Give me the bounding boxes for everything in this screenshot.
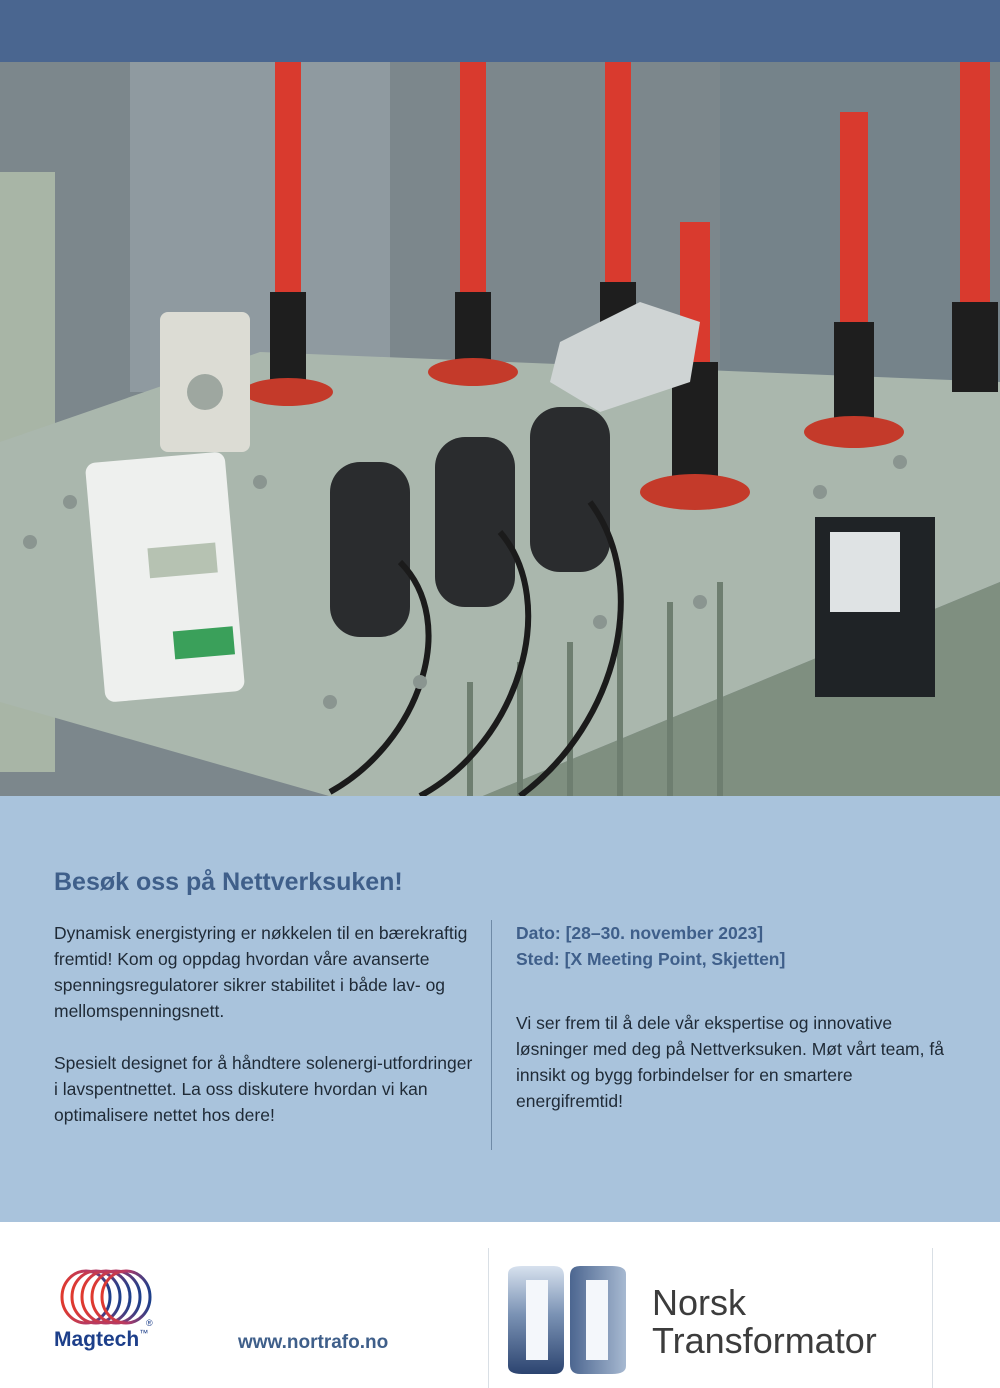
event-place: Sted: [X Meeting Point, Skjetten]: [516, 949, 786, 969]
right-column: [516, 920, 956, 1114]
footer: [0, 1222, 1000, 1388]
norsk-transformator-wordmark: [652, 1284, 877, 1360]
trademark-mark: ™: [139, 1328, 149, 1338]
left-column: [54, 920, 474, 1154]
magtech-logo-icon: [58, 1266, 158, 1328]
closing-paragraph: Vi ser frem til å dele vår ekspertise og innovative løsninger med deg på Nettverksuken. Møt vårt team, få innsikt og bygg forbindelser for en smartere energifremtid!: [516, 1013, 944, 1111]
top-banner: [0, 0, 1000, 62]
magtech-wordmark: [54, 1328, 148, 1352]
nt-line2: Transformator: [652, 1320, 877, 1361]
norsk-transformator-logo-icon: [498, 1260, 636, 1380]
nt-line1: Norsk: [652, 1282, 747, 1323]
registered-mark: ®: [146, 1318, 153, 1328]
intro-paragraph: Dynamisk energistyring er nøkkelen til en bærekraftig fremtid! Kom og oppdag hvordan våre avanserte spenningsregulatorer sikrer stabilitet i både lav- og mellomspenningsnett.: [54, 923, 468, 1021]
website-link[interactable]: www.nortrafo.no: [238, 1332, 389, 1353]
event-date: Dato: [28–30. november 2023]: [516, 923, 764, 943]
transformer-illustration: [0, 62, 1000, 796]
footer-divider-right: [932, 1248, 933, 1388]
info-section: [0, 796, 1000, 1222]
magtech-name: Magtech: [54, 1328, 140, 1351]
column-divider: [491, 920, 492, 1150]
transformer-photo: [0, 62, 1000, 796]
solar-paragraph: Spesielt designet for å håndtere solenergi-utfordringer i lavspentnettet. La oss diskutere hvordan vi kan optimalisere nettet hos dere!: [54, 1053, 473, 1125]
footer-divider: [488, 1248, 489, 1388]
headline: Besøk oss på Nettverksuken!: [54, 868, 403, 896]
